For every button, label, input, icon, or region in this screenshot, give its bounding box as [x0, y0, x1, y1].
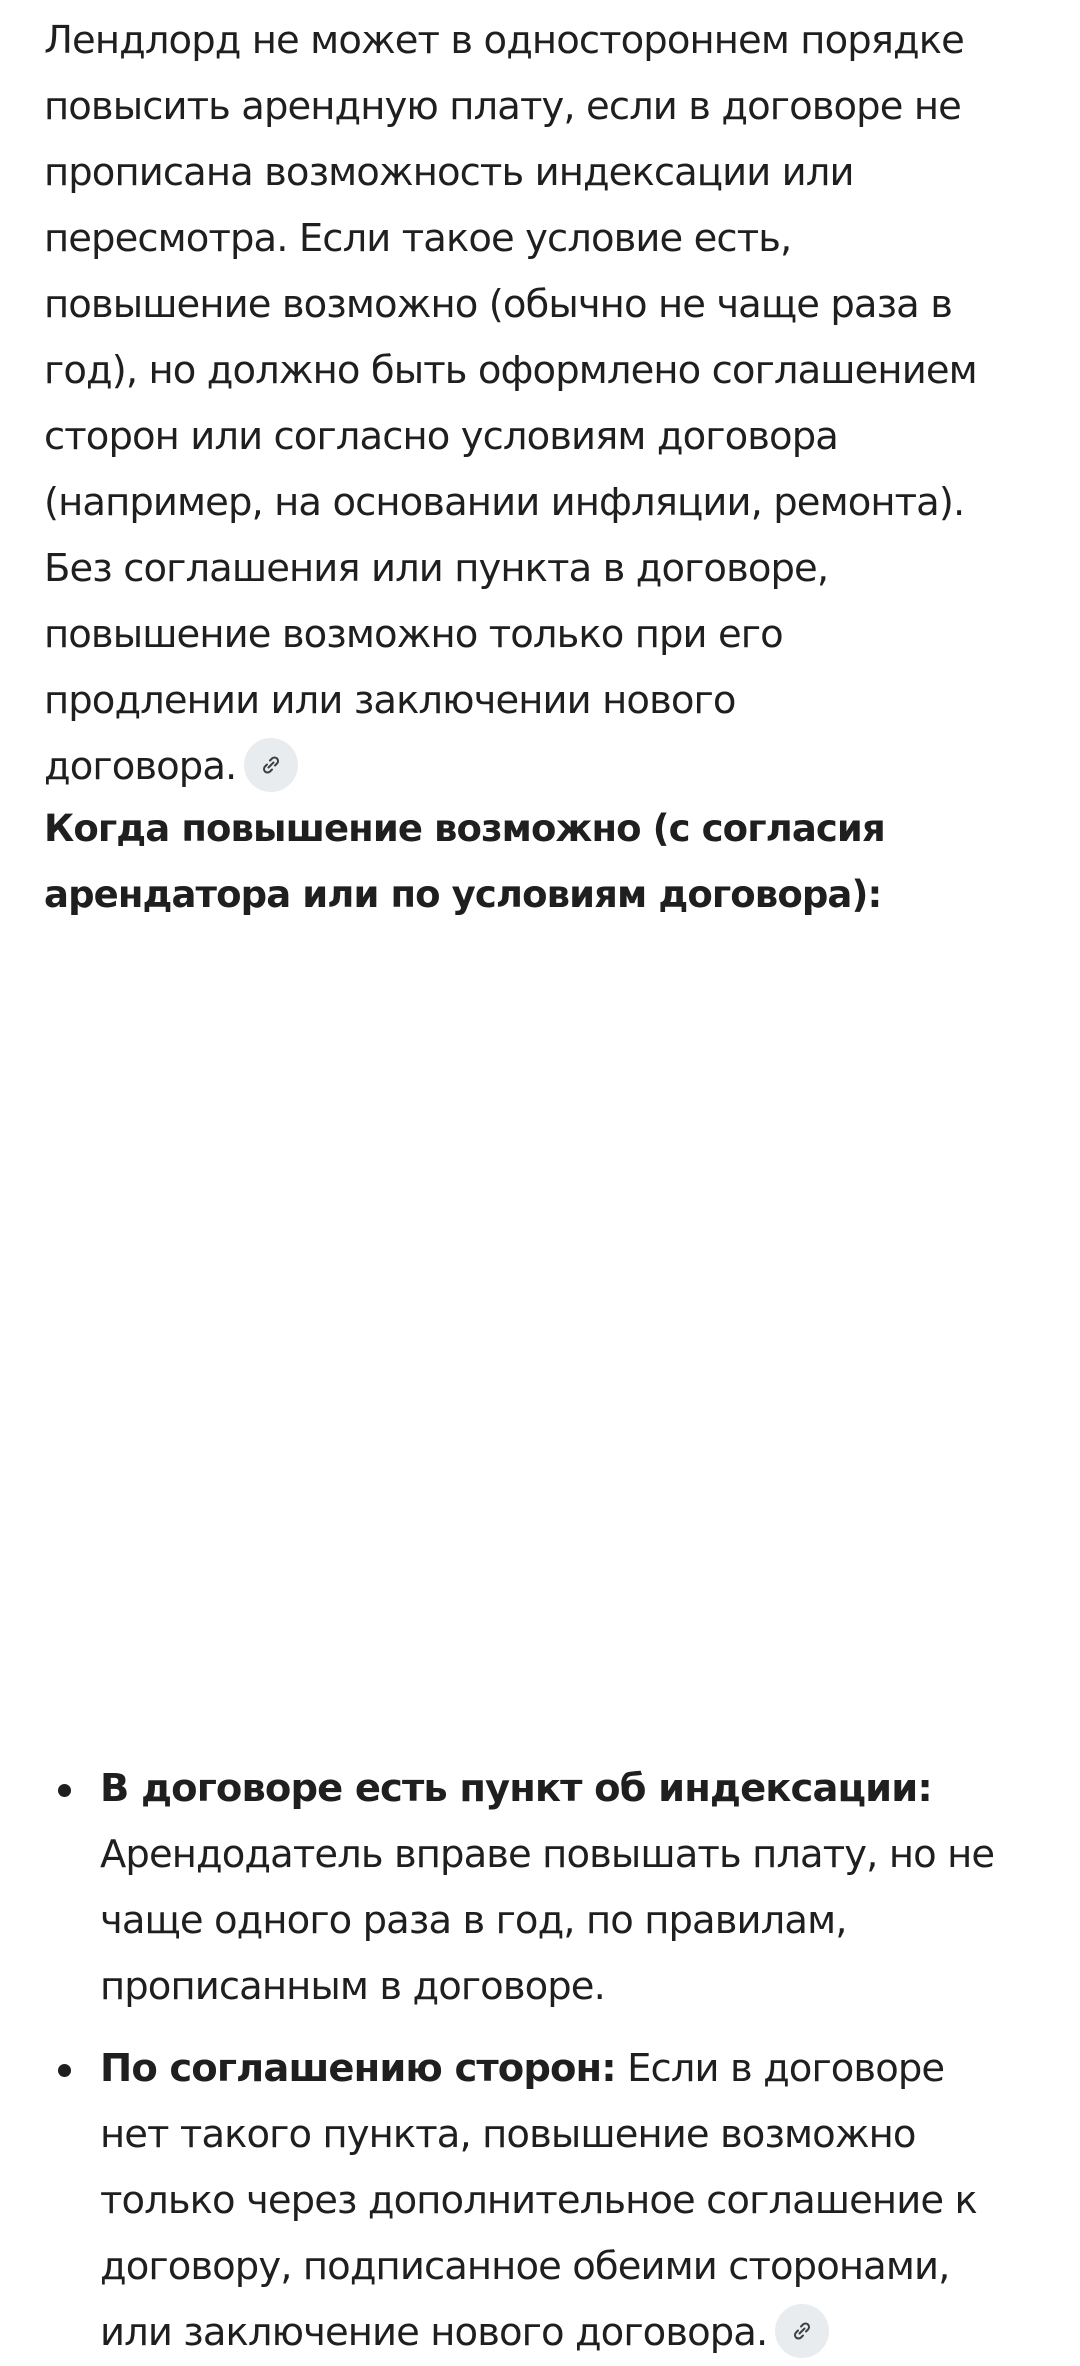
bullet-icon: [58, 1784, 71, 1797]
intro-line: сторон или согласно условиям договора: [44, 414, 838, 459]
intro-paragraph: [44, 8, 1044, 800]
intro-line: пересмотра. Если такое условие есть,: [44, 216, 792, 261]
list-item-title: По соглашению сторон:: [100, 2046, 616, 2091]
intro-line: повышение возможно (обычно не чаще раза в: [44, 282, 952, 327]
section-heading-line: Когда повышение возможно (с согласия: [44, 807, 885, 850]
list-item: [44, 1756, 1044, 2020]
response-content: [44, 8, 1044, 2355]
list-item-title-tail: Если в договоре: [615, 2046, 945, 2091]
section-heading: [44, 796, 1044, 928]
list-item-line: Арендодатель вправе повышать плату, но не: [100, 1832, 995, 1877]
list-item-last-line: [100, 2300, 1060, 2366]
intro-line: (например, на основании инфляции, ремонта).: [44, 480, 965, 525]
intro-line: год), но должно быть оформлено соглашением: [44, 348, 977, 393]
intro-line: прописана возможность индексации или: [44, 150, 854, 195]
intro-last-line: [44, 734, 1044, 800]
intro-line: повысить арендную плату, если в договоре не: [44, 84, 961, 129]
link-icon: [259, 753, 283, 777]
bullet-icon: [58, 2064, 71, 2077]
list-item-line: только через дополнительное соглашение к: [100, 2178, 977, 2223]
list-item-line: прописанным в договоре.: [100, 1964, 605, 2009]
list-item-title: В договоре есть пункт об индексации:: [100, 1766, 932, 1811]
list-item-first-line: [100, 2036, 1060, 2102]
list-item: [44, 2036, 1044, 2366]
list-item-body: [100, 1756, 1060, 2020]
list-item-body: [100, 2036, 1060, 2366]
intro-line: Лендлорд не может в одностороннем порядке: [44, 18, 964, 63]
source-link-button[interactable]: [244, 738, 298, 792]
source-link-button[interactable]: [775, 2304, 829, 2358]
list-item-line: или заключение нового договора.: [100, 2310, 768, 2355]
intro-line: Без соглашения или пункта в договоре,: [44, 546, 829, 591]
intro-line: повышение возможно только при его: [44, 612, 783, 657]
link-icon: [790, 2319, 814, 2343]
intro-line: продлении или заключении нового: [44, 678, 736, 723]
section-heading-line: арендатора или по условиям договора):: [44, 873, 882, 916]
intro-line: договора.: [44, 744, 237, 789]
list-item-line: чаще одного раза в год, по правилам,: [100, 1898, 847, 1943]
list-item-line: договору, подписанное обеими сторонами,: [100, 2244, 950, 2289]
list-item-line: нет такого пункта, повышение возможно: [100, 2112, 916, 2157]
